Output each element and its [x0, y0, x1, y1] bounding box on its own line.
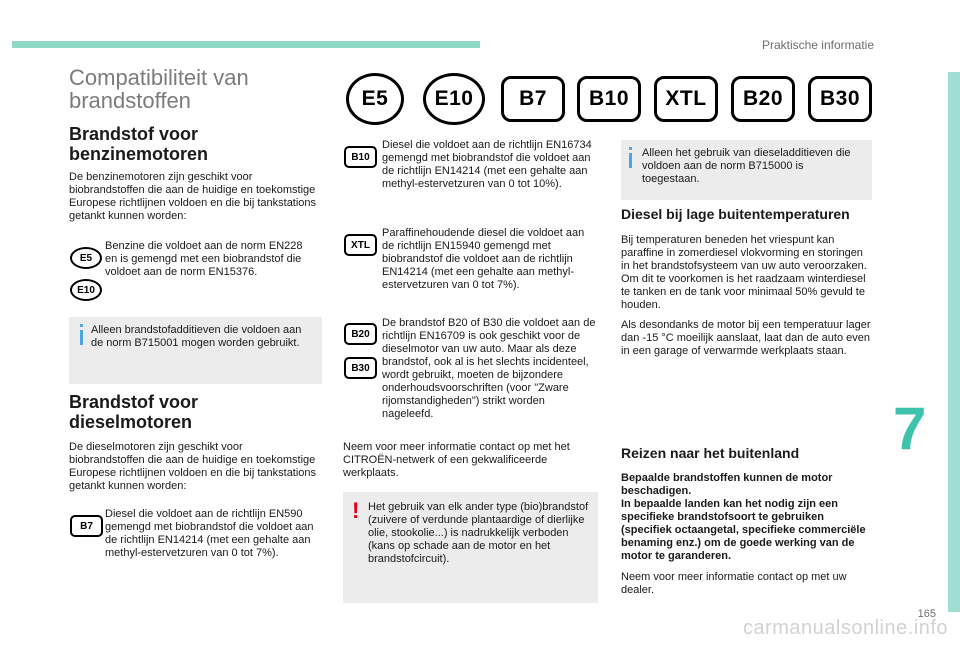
- chapter-number: 7: [893, 395, 927, 462]
- fuel-badge-b30: B30: [808, 76, 872, 122]
- fuel-badge-xtl: XTL: [654, 76, 718, 122]
- more-info-text: Neem voor meer informatie contact op met het CITROËN-netwerk of een gekwalificeerde werkplaats.: [343, 441, 570, 479]
- petrol-badge-e10: E10: [70, 279, 102, 301]
- right-note: Alleen het gebruik van dieseladditieven die voldoen aan de norm B715000 is toegestaan.: [642, 147, 851, 185]
- info-icon-bar: [80, 330, 83, 345]
- info-icon-bar: [629, 153, 632, 168]
- section-header: Praktische informatie: [761, 38, 874, 52]
- abroad-text: Neem voor meer informatie contact op met uw dealer.: [621, 571, 847, 596]
- page-number: 165: [917, 608, 936, 620]
- petrol-description: Benzine die voldoet aan de norm EN228 en is gemengd met een biobrandstof die voldoet aan de norm EN15376.: [105, 240, 303, 278]
- fuel-badge-b10: B10: [577, 76, 641, 122]
- petrol-note: Alleen brandstofadditieven die voldoen aan de norm B715001 mogen worden gebruikt.: [91, 324, 302, 349]
- cold-text-2: Als desondanks de motor bij een temperatuur lager dan -15 °C moeilijk aanslaat, laat dan de auto even in een garage of verwarmde werkplaats staan.: [621, 319, 871, 357]
- badge-xtl: XTL: [344, 234, 377, 256]
- fuel-badge-e5: E5: [346, 73, 404, 125]
- fuel-badge-b7: B7: [501, 76, 565, 122]
- badge-b10: B10: [344, 146, 377, 168]
- info-icon: [80, 324, 83, 327]
- abroad-bold-text: Bepaalde brandstoffen kunnen de motor beschadigen. In bepaalde landen kan het nodig zijn een specifieke brandstofsoort te gebruiken (specifiek octaangetal, specifieke commerciële benaming enz.) om de goede werking van de motor te garanderen.: [621, 472, 866, 562]
- fuel-badge-e10: E10: [423, 73, 485, 125]
- petrol-badge-e5: E5: [70, 247, 102, 269]
- diesel-intro: De dieselmotoren zijn geschikt voor biobrandstoffen die aan de huidige en toekomstige Europese richtlijnen voldoen en die bij tankstations getankt kunnen worden:: [69, 441, 317, 492]
- warning-text: Het gebruik van elk ander type (bio)brandstof (zuivere of verdunde plantaardige of dierlijke olie, stookolie...) is nadrukkelijk verboden (kans op schade aan de motor en het brandstofcircuit).: [368, 501, 589, 565]
- petrol-intro: De benzinemotoren zijn geschikt voor biobrandstoffen die aan de huidige en toekomstige Europese richtlijnen voldoen en die bij tankstations getankt kunnen worden:: [69, 171, 317, 222]
- diesel-b7-description: Diesel die voldoet aan de richtlijn EN590 gemengd met biobrandstof die voldoet aan de richtlijn EN14214 (met een gehalte aan methyl-estervetzuren van 0 tot 7%).: [105, 508, 314, 559]
- watermark: carmanualsonline.info: [742, 617, 948, 639]
- abroad-heading: Reizen naar het buitenland: [621, 445, 800, 461]
- badge-b20: B20: [344, 323, 377, 345]
- badge-b30: B30: [344, 357, 377, 379]
- petrol-heading: Brandstof voor benzinemotoren: [69, 124, 209, 164]
- info-icon: [629, 147, 632, 150]
- b20-b30-description: De brandstof B20 of B30 die voldoet aan de richtlijn EN16709 is ook geschikt voor de dieselmotor van uw auto. Maar als deze brandstof, ook al is het slechts incidenteel, wordt gebruikt, moeten de bijzondere onderhoudsvoorschriften (voor "Zware rijomstandigheden") strikt worden nageleefd.: [382, 317, 596, 420]
- chapter-tab: [948, 72, 960, 612]
- cold-heading: Diesel bij lage buitentemperaturen: [621, 206, 850, 222]
- page-title: Compatibiliteit van brandstoffen: [69, 65, 249, 113]
- header-bar: [12, 41, 480, 48]
- xtl-description: Paraffinehoudende diesel die voldoet aan de richtlijn EN15940 gemengd met biobrandstof die voldoet aan de richtlijn EN14214 (met een gehalte aan methyl-estervetzuren van 0 tot 7%).: [382, 227, 585, 291]
- cold-text: Bij temperaturen beneden het vriespunt kan paraffine in zomerdiesel vlokvorming en storingen in het brandstofsysteem van uw auto veroorzaken. Om dit te voorkomen is het raadzaam winterdiesel te tanken en de tank voor minimaal 50% gevuld te houden.: [621, 234, 867, 311]
- diesel-badge-b7: B7: [70, 515, 103, 537]
- warning-icon: !: [352, 498, 360, 523]
- fuel-badge-b20: B20: [731, 76, 795, 122]
- diesel-heading: Brandstof voor dieselmotoren: [69, 392, 199, 432]
- b10-description: Diesel die voldoet aan de richtlijn EN16734 gemengd met biobrandstof die voldoet aan de richtlijn EN14214 (met een gehalte aan methyl-estervetzuren van 0 tot 10%).: [382, 139, 592, 190]
